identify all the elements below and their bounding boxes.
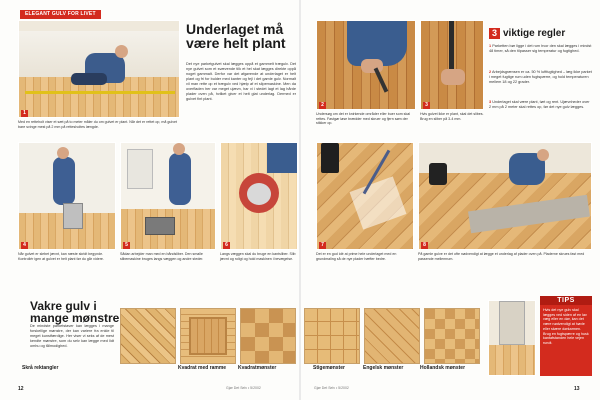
rules-heading bbox=[489, 28, 589, 39]
rule-text: Underlaget skal være plant, tørt og rent. Ujævnheder over 2 mm på 2 meter skal rettes op, før det nye gulv lægges. bbox=[489, 100, 590, 109]
photo-screwing-floor bbox=[316, 20, 416, 110]
pattern-kvadratmonster bbox=[240, 308, 296, 364]
caption-1: Med en retteholt viser et sæt på to meter måler du om gulvet er plant. Når det er rettet op, må gulvet bare svinge mest på 2 mm på rettesholtes længde. bbox=[18, 120, 177, 129]
step-number: 4 bbox=[21, 242, 28, 249]
photo-nail-punch bbox=[420, 20, 484, 110]
photo-sanding-floor bbox=[18, 142, 116, 250]
caption-3: Hvis gulvet ikke er plant, skal det slibes. Brug en sliber på 3-4 mm. bbox=[420, 112, 484, 121]
caption-2: Undersøg om det er knirkende områder eller buer som skal rettes. Fastgør løse brædder med skruer og fjern søm der stikker op. bbox=[316, 112, 411, 125]
rule-2 bbox=[489, 70, 592, 85]
pattern-label: Hollandsk mønster bbox=[420, 365, 466, 371]
pattern-kvadrat-med-ramme bbox=[180, 308, 236, 364]
intro-text: Det nye parketgulvet skal lægges oppå et gammelt trægulv. Det nye gulvet som et svævende tilk et hel skat lægges direkte oppå noget gammalt. Derfor var det afgørende at underlaget er helt plant og fri for bulder med kanter og fejl i det gamle gulv. Normalt vil man rette op et trægulv ved hjælp af et slipemaskine. Men da overfladen her var meget ujævn, har vi i stedet lagt et lag hårde plader oven på, hvilket giver et helt glat underlag. Dermed er gulvet fint plant. bbox=[186, 62, 296, 101]
caption-4: Når gulvet er slebet jævnt, kan næste skridt begynde. Kontrollér igen at gulvet er helt plant før du går videre. bbox=[18, 252, 104, 261]
photo-straightedge bbox=[18, 20, 180, 118]
patterns-text: De mindste parketstaver kan lægges i mange forskellige mønstre, der kan variere fra enkle til meget kunstfærdige. Her viser vi seks af de mest kendte mønstre, som du selv kan lægge med lidt omhu og tålmodighed. bbox=[30, 324, 114, 348]
rules-number-badge: 3 bbox=[489, 28, 500, 39]
rule-3 bbox=[489, 100, 592, 110]
caption-5: Sådan arbejder man med en båndsliber. Den smalle slibemaskine bruges langs væggen og andre steder. bbox=[120, 252, 204, 261]
rule-text: Arbejdsgrænsen er ca. 50 % luftfugtighed – læg ikke parket i meget fugtige rum uden fugtspærre, og hold temperaturen mellem 18 og 22 grader. bbox=[489, 70, 592, 84]
step-number: 6 bbox=[223, 242, 230, 249]
rule-number: 3 bbox=[489, 100, 492, 104]
tips-box bbox=[540, 296, 592, 376]
step-number: 1 bbox=[21, 110, 28, 117]
photo-edge-sander bbox=[220, 142, 298, 250]
rule-number: 2 bbox=[489, 70, 492, 74]
rules-heading-text: viktige regler bbox=[503, 28, 566, 39]
step-number: 7 bbox=[319, 242, 326, 249]
page-title: Underlaget må være helt plant bbox=[186, 21, 286, 51]
caption-7: Det er en god idé at prime hele underlaget med en grundmaling så de nye plader hæfter bedre. bbox=[316, 252, 397, 261]
page-number-left: 12 bbox=[18, 386, 24, 392]
patterns-title: Vakre gulv i mange mønstre bbox=[30, 299, 120, 325]
photo-belt-sander bbox=[120, 142, 216, 250]
step-number: 3 bbox=[423, 102, 430, 109]
tips-title: TIPS bbox=[540, 296, 592, 305]
caption-8: På gamle gulve er det ofte nødvendigt at lægge et underlag af plader oven på. Pladerne skrues fast med passende mellemrum. bbox=[418, 252, 585, 261]
section-tag: ELEGANT GULV FOR LIVET bbox=[20, 10, 101, 19]
page-number-right: 13 bbox=[574, 386, 580, 392]
page-gutter bbox=[299, 0, 301, 400]
photo-laying-boards bbox=[418, 142, 592, 250]
footer-right: Gjør Det Selv • 5/2002 bbox=[314, 386, 349, 390]
rule-text: Parketten bør ligge i det rum hvor den skal lægges i mindst 48 timer, så den tilpasser sig temperatur og fugtighed. bbox=[489, 44, 592, 53]
pattern-label: Engelsk mønster bbox=[363, 365, 404, 371]
pattern-label: Stigemønster bbox=[313, 365, 345, 371]
step-number: 8 bbox=[421, 242, 428, 249]
pattern-label: Kvadratmønster bbox=[238, 365, 277, 371]
caption-6: Langs væggen skal du bruge en kantsliber. Slib jævnt og roligt og hold maskinen i bevægelse. bbox=[220, 252, 296, 261]
photo-tips-door bbox=[488, 300, 536, 376]
step-number: 5 bbox=[123, 242, 130, 249]
rule-1 bbox=[489, 44, 592, 54]
pattern-hollandsk-monster bbox=[424, 308, 480, 364]
pattern-stigemonster bbox=[304, 308, 360, 364]
photo-priming-floor bbox=[316, 142, 414, 250]
pattern-skra-rektangler bbox=[120, 308, 176, 364]
rule-number: 1 bbox=[489, 44, 492, 48]
pattern-label: Kvadrat med ramme bbox=[178, 365, 227, 371]
pattern-label: Skrå rektangler bbox=[22, 365, 59, 371]
pattern-engelsk-monster bbox=[364, 308, 420, 364]
step-number: 2 bbox=[319, 102, 326, 109]
tips-text: Hvis det nye gulv skal lægges ved siden af en lav væg eller en dør, kan det være nødvendigt at høvle eller skære dørkarmen. Brug en fugtspærre og husk kantafstanden hele vejen rundt. bbox=[543, 308, 589, 345]
footer-left: Gjør Det Selv • 5/2002 bbox=[226, 386, 261, 390]
